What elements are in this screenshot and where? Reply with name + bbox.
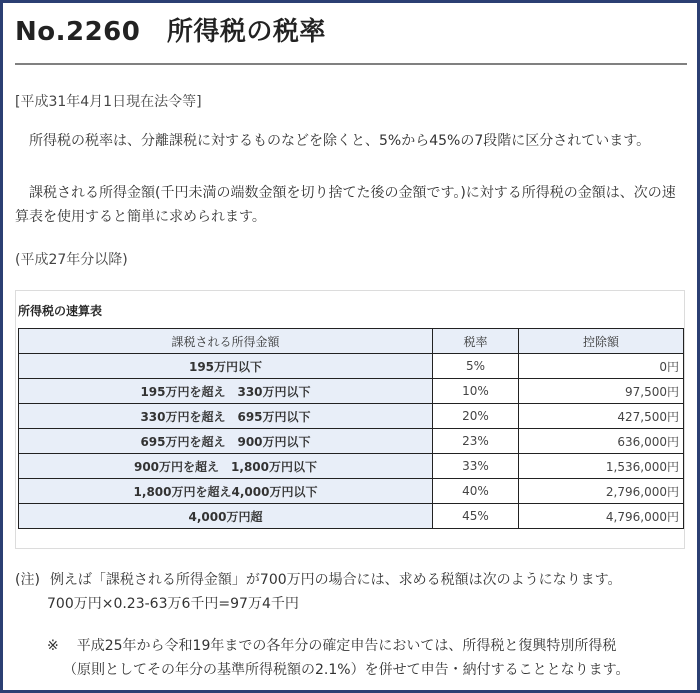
tax-rate: 23%	[433, 429, 519, 454]
income-range: 1,800万円を超え4,000万円以下	[19, 479, 433, 504]
table-row	[19, 454, 684, 479]
rate-table-container	[15, 290, 685, 549]
supplement-text-1: 平成25年から令和19年までの各年分の確定申告においては、所得税と復興特別所得税	[76, 638, 617, 654]
header-deduction: 控除額	[519, 329, 684, 354]
supplement-line-2: （原則としてその年分の基準所得税額の2.1%）を併せて申告・納付することとなります。	[63, 662, 630, 678]
title-divider	[15, 63, 687, 65]
law-date: [平成31年4月1日現在法令等]	[15, 94, 202, 110]
tax-rate: 20%	[433, 404, 519, 429]
intro-paragraph-1: 所得税の税率は、分離課税に対するものなどを除くと、5%から45%の7段階に区分されています。	[15, 133, 651, 149]
table-row	[19, 379, 684, 404]
table-caption: 所得税の速算表	[18, 304, 103, 318]
deduction: 427,500円	[519, 404, 684, 429]
note-text: 例えば「課税される所得金額」が700万円の場合には、求める税額は次のようになります。	[49, 572, 622, 588]
deduction: 4,796,000円	[519, 504, 684, 529]
income-range: 900万円を超え 1,800万円以下	[19, 454, 433, 479]
asterisk-mark: ※	[47, 638, 59, 654]
deduction: 1,536,000円	[519, 454, 684, 479]
applicable-period: (平成27年分以降)	[15, 252, 128, 268]
income-range: 330万円を超え 695万円以下	[19, 404, 433, 429]
intro-paragraph-2: 課税される所得金額(千円未満の端数金額を切り捨てた後の金額です。)に対する所得税の金額は、次の速算表を使用すると簡単に求められます。	[15, 185, 676, 225]
tax-rate: 33%	[433, 454, 519, 479]
page-title: No.2260 所得税の税率	[15, 17, 326, 47]
tax-rate: 5%	[433, 354, 519, 379]
deduction: 2,796,000円	[519, 479, 684, 504]
deduction: 636,000円	[519, 429, 684, 454]
supplement-line-1	[47, 634, 616, 658]
income-range: 195万円を超え 330万円以下	[19, 379, 433, 404]
tax-rate: 45%	[433, 504, 519, 529]
deduction: 97,500円	[519, 379, 684, 404]
table-row	[19, 504, 684, 529]
table-header-row	[19, 329, 684, 354]
income-range: 195万円以下	[19, 354, 433, 379]
deduction: 0円	[519, 354, 684, 379]
income-range: 695万円を超え 900万円以下	[19, 429, 433, 454]
header-rate: 税率	[433, 329, 519, 354]
table-row	[19, 479, 684, 504]
table-row	[19, 354, 684, 379]
tax-rate-table	[18, 328, 684, 529]
note-example	[15, 568, 622, 592]
tax-rate: 10%	[433, 379, 519, 404]
note-label: (注)	[15, 572, 40, 588]
header-income-range: 課税される所得金額	[19, 329, 433, 354]
income-range: 4,000万円超	[19, 504, 433, 529]
tax-rate: 40%	[433, 479, 519, 504]
table-row	[19, 404, 684, 429]
table-row	[19, 429, 684, 454]
example-calculation: 700万円×0.23-63万6千円=97万4千円	[47, 596, 299, 612]
